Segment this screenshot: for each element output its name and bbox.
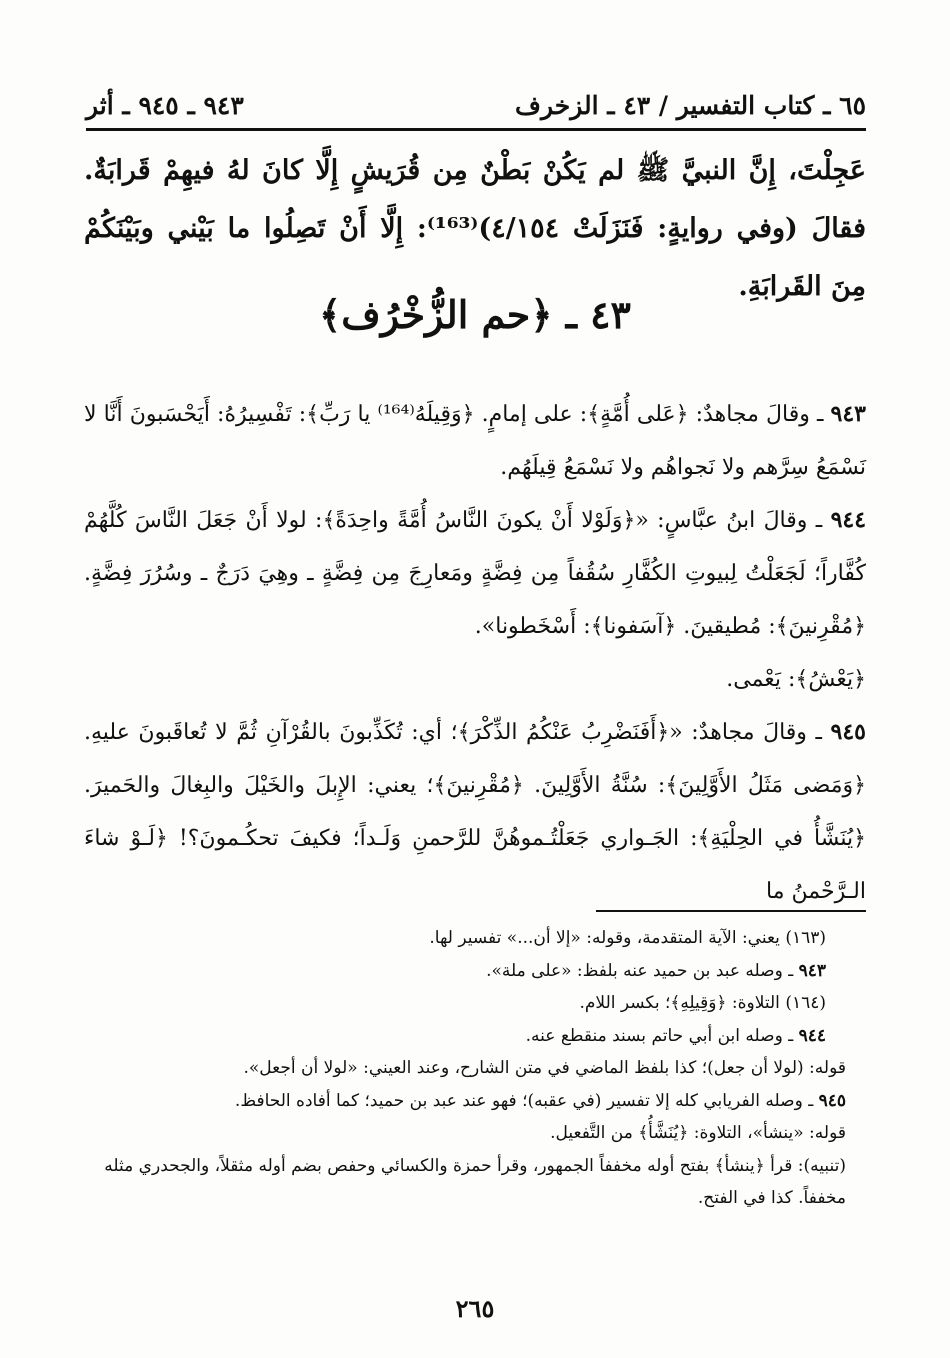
footnote-number: (١٦٤) [785,993,826,1013]
footnote [84,1085,866,1118]
page-header [86,82,866,131]
continued-paragraph: عَجِلْتَ، إِنَّ النبيَّ ﷺ لم يَكُنْ بَطْنٌ مِن قُرَيشٍ إِلَّا كانَ لهُ فيهِمْ قَرابَةٌ. فقالَ (وفي روايةٍ: فَنَزَلَتْ ٤/١٥٤)⁽¹⁶³⁾: إِلَّا أَنْ تَصِلُوا ما بَيْني وبَيْنَكُمْ مِنَ القَرابَةِ. [84,155,866,302]
narration-number: ٩٤٤ [830,507,867,533]
footnote-text: التلاوة: ﴿وَقِيلِهِ﴾؛ بكسر اللام. [579,993,780,1013]
footnote-text: ـ وصله عبد بن حميد عنه بلفظ: «على ملة». [486,960,794,981]
narration-number: ٩٤٥ [830,719,866,745]
narration-paragraph [84,494,866,653]
footnote-text: (تنبيه): قرأ ﴿ينشأ﴾ بفتح أوله مخففاً الجمهور، وقرأ حمزة والكسائي وحفص بضم أوله مثقلاً، والجحدري مثله مخففاً. كذا في الفتح. [104,1155,846,1208]
page-number: ٢٦٥ [455,1294,495,1323]
header-narration-range: ٩٤٣ ـ ٩٤٥ ـ أثر [86,90,244,120]
footnote-text: قوله: (لولا أن جعل)؛ كذا بلفظ الماضي في متن الشارح، وعند العيني: «لولا أن أجعل». [243,1058,846,1078]
footnote-text: ـ وصله الفريابي كله إلا تفسير (في عقبه)؛ فهو عند عبد بن حميد؛ كما أفاده الحافظ. [234,1090,814,1111]
footnote [84,922,866,955]
footnote-number: (١٦٣) [785,928,826,948]
narration-paragraph [84,706,866,918]
footnote [84,1150,866,1215]
narration-paragraph [84,653,866,706]
narration-text: ﴿يَعْشُ﴾: يَعْمى. [726,667,866,692]
main-text [84,388,866,918]
header-chapter-title: ٦٥ ـ كتاب التفسير / ٤٣ ـ الزخرف [515,90,866,120]
narration-number: ٩٤٣ [830,401,866,427]
footnote-divider [596,910,866,912]
footnote [84,1117,866,1150]
narration-text: ـ وقالَ مجاهدٌ: «﴿أَفَنَضْرِبُ عَنْكُمُ الذِّكْرَ﴾؛ أي: تُكَذِّبونَ بالقُرْآنِ ثُمَّ لا تُعاقَبونَ عليهِ. ﴿وَمَضى مَثَلُ الأَوَّلِينَ﴾: سُنَّةُ الأَوَّلِينَ. ﴿مُقْرِنينَ﴾؛ يعني: الإِبلَ والخَيْلَ والبِغالَ والحَميرَ. ﴿يُنَشَّأُ في الحِلْيَةِ﴾: الجَـواري جَعَلْتُـموهُنَّ للرَّحمنِ وَلَـداً؛ فكيفَ تحكُـمونَ؟! ﴿لَـوْ شاءَ الـرَّحْمنُ ما [84,720,866,904]
footnote [84,1020,866,1053]
narration-text: ـ وقالَ ابنُ عبَّاسٍ: «﴿وَلَوْلا أَنْ يكونَ النَّاسُ أُمَّةً واحِدَةً﴾: لولا أَنْ جَعَلَ النَّاسَ كُلَّهُمْ كُفَّاراً؛ لَجَعَلْتُ لِبيوتِ الكُفَّارِ سُقُفاً مِن فِضَّةٍ ومَعارِجَ مِن فِضَّةٍ ـ وهِيَ دَرَجٌ ـ وسُرُرَ فِضَّةٍ. ﴿مُقْرِنينَ﴾: مُطيقينَ. ﴿آسَفونا﴾: أَسْخَطونا». [84,508,866,639]
footnote [84,955,866,988]
footnote-text: يعني: الآية المتقدمة، وقوله: «إلا أن...» تفسير لها. [429,928,780,948]
footnote-number: ٩٤٥ [818,1090,846,1111]
footnote-number: ٩٤٤ [798,1025,826,1046]
footnote-number: ٩٤٣ [798,960,826,981]
footnotes [84,922,866,1215]
narration-paragraph [84,388,866,494]
footnote-text: ـ وصله ابن أبي حاتم بسند منقطع عنه. [525,1025,794,1046]
footnote [84,1052,866,1085]
surah-title: ٤٣ ـ ﴿حم الزُّخْرُف﴾ [319,292,631,337]
narration-text: ـ وقالَ مجاهدٌ: ﴿عَلى أُمَّةٍ﴾: على إمامٍ. ﴿وَقِيلَهُ⁽¹⁶⁴⁾ يا رَبِّ﴾: تَفْسِيرُهُ: أَيَحْسَبونَ أَنَّا لا نَسْمَعُ سِرَّهم ولا نَجواهُم ولا نَسْمَعُ قِيلَهُم. [84,402,866,480]
footnote-text: قوله: «ينشأ»، التلاوة: ﴿يُنَشَّأُ﴾ من التَّفعيل. [550,1123,846,1143]
footnote [84,987,866,1020]
